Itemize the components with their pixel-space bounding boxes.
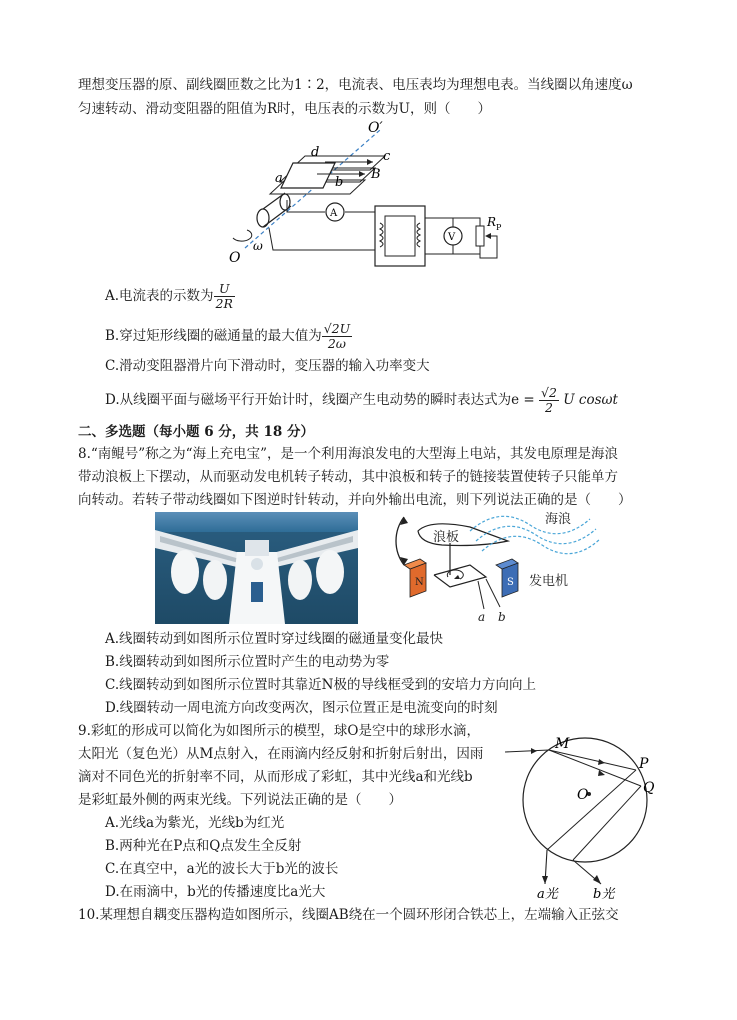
fig7-label-obottom: O — [229, 250, 241, 266]
q8-stem-line3: 向转动。若转子带动线圈如下图逆时针转动，并向外输出电流，则下列说法正确的是（ ） — [78, 492, 632, 508]
wave-power-station-photo — [155, 512, 358, 624]
q7-option-d-fraction: $\frac{√2}{2}$ — [541, 385, 557, 415]
section-title-multi-choice: 二、多选题（每小题 6 分，共 18 分） — [78, 424, 314, 440]
fig7-label-b: b — [335, 175, 344, 190]
q8-option-a[interactable]: A.线圈转动到如图所示位置时穿过线圈的磁通量变化最快 — [105, 631, 444, 647]
fig7-label-B: B — [371, 167, 381, 182]
q8-generator-diagram — [390, 505, 605, 625]
fig8-label-a: a — [478, 610, 486, 624]
fig7-label-c: c — [383, 149, 391, 164]
fig7-label-rp: R — [487, 215, 497, 229]
fig9-label-a-light: a光 — [537, 887, 558, 902]
q7-option-b[interactable] — [105, 322, 352, 351]
q9-option-a[interactable]: A.光线a为紫光，光线b为红光 — [105, 815, 285, 831]
q8-option-b[interactable]: B.线圈转动到如图所示位置时产生的电动势为零 — [105, 654, 390, 670]
q7-option-b-text: B.穿过矩形线圈的磁通量的最大值为 — [105, 328, 322, 344]
q9-raindrop-diagram — [505, 722, 665, 902]
q7-option-a-text: A.电流表的示数为 — [105, 288, 214, 304]
q8-stem-line2: 带动浪板上下摆动，从而驱动发电机转子转动，其中浪板和转子的链接装置使转子只能单方 — [78, 469, 618, 485]
fig9-label-m: M — [555, 736, 570, 752]
q10-stem-line1: 10.某理想自耦变压器构造如图所示，线圈AB绕在一个圆环形闭合铁芯上，左端输入正弦交 — [78, 907, 619, 923]
q7-option-d[interactable] — [105, 386, 618, 415]
q7-option-b-fraction: $\frac{√2U}{2\omega}$ — [323, 321, 351, 351]
fig8-label-waves: 海浪 — [545, 512, 572, 527]
q8-option-d[interactable]: D.线圈转动一周电流方向改变两次，图示位置正是电流变向的时刻 — [105, 700, 498, 716]
fig7-label-rp-sub: P — [496, 223, 502, 232]
fig9-label-o: O — [577, 787, 589, 803]
q7-option-d-tail: U cosωt — [563, 392, 618, 408]
q9-option-c[interactable]: C.在真空中，a光的波长大于b光的波长 — [105, 861, 339, 877]
fig8-label-n: N — [415, 577, 424, 588]
q8-stem-line1: 8.“南鲲号”称之为“海上充电宝”，是一个利用海浪发电的大型海上电站，其发电原理是海浪 — [78, 446, 618, 462]
q9-option-d[interactable]: D.在雨滴中，b光的传播速度比a光大 — [105, 884, 326, 900]
q9-stem-line4: 是彩虹最外侧的两束光线。下列说法正确的是（ ） — [78, 792, 402, 808]
q7-option-c[interactable]: C.滑动变阻器滑片向下滑动时，变压器的输入功率变大 — [105, 358, 430, 374]
fig8-label-board: 浪板 — [433, 530, 460, 545]
q9-stem-line1: 9.彩虹的形成可以简化为如图所示的模型，球O是空中的球形水滴， — [78, 723, 480, 739]
q9-stem-line2: 太阳光（复色光）从M点射入，在雨滴内经反射和折射后射出，因雨 — [78, 746, 484, 762]
q7-stem-line2: 匀速转动、滑动变阻器的阻值为R时，电压表的示数为U，则（ ） — [78, 101, 492, 117]
q7-option-d-text: D.从线圈平面与磁场平行开始计时，线圈产生电动势的瞬时表达式为e = — [105, 392, 535, 408]
fig9-label-p: P — [639, 756, 649, 772]
q8-option-c[interactable]: C.线圈转动到如图所示位置时其靠近N极的导线框受到的安培力方向向上 — [105, 677, 536, 693]
q7-option-a-fraction: $\frac{U}{2R}$ — [215, 281, 233, 311]
fig7-label-d: d — [311, 145, 320, 160]
q9-option-b[interactable]: B.两种光在P点和Q点发生全反射 — [105, 838, 302, 854]
fig7-label-A: A — [330, 208, 338, 219]
fig8-label-b: b — [498, 610, 506, 624]
fig8-label-s: S — [507, 577, 514, 588]
fig7-label-otop: O′ — [368, 120, 383, 136]
fig9-label-q: Q — [643, 780, 655, 796]
q7-circuit-figure — [225, 118, 515, 270]
fig7-label-V: V — [448, 232, 456, 243]
fig8-label-generator: 发电机 — [529, 574, 569, 589]
q9-stem-line3: 滴对不同色光的折射率不同，从而形成了彩虹，其中光线a和光线b — [78, 769, 473, 785]
fig9-label-b-light: b光 — [593, 887, 615, 902]
q7-option-a[interactable] — [105, 282, 235, 311]
fig7-label-a: a — [275, 171, 283, 186]
q7-stem-line1: 理想变压器的原、副线圈匝数之比为1∶2，电流表、电压表均为理想电表。当线圈以角速度ω — [78, 77, 633, 93]
fig7-label-omega: ω — [253, 239, 263, 253]
